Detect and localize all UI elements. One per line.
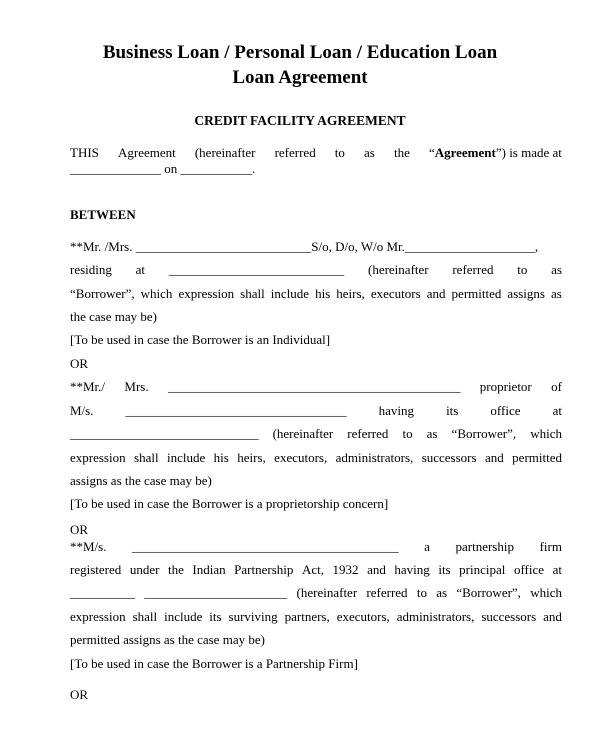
word: and [484,450,504,465]
word: “Borrower”, [456,585,521,600]
word: as [551,262,562,277]
word: his [315,286,331,301]
word: and [426,286,446,301]
or-separator: OR [70,522,89,537]
document-title: Business Loan / Personal Loan / Education Loan [102,42,498,63]
word: having [378,403,414,418]
individual-note: [To be used in case the Borrower is an Individual] [70,332,331,347]
word: “Borrower”, [70,286,135,301]
intro-word: as [364,145,375,160]
word: its [438,562,451,577]
word: “Borrower”, [451,426,517,441]
blank-field: __________________________________ [125,403,347,418]
blank-field: ______________________ [144,585,288,600]
word: principal [459,562,506,577]
word: proprietor [479,379,532,394]
word: shall [132,609,158,624]
word: successors [421,450,477,465]
intro-word: THIS [70,145,99,160]
word: office [490,403,521,418]
word: office [513,562,545,577]
word: to [517,262,528,277]
word: include [270,286,310,301]
proprietor-line-1 [70,379,562,395]
word: surviving [228,609,278,624]
word: as [426,426,438,441]
word: registered [70,562,122,577]
individual-line-3 [70,286,562,302]
word: **Mr./ [70,379,106,394]
word: residing [70,262,112,277]
partnership-line-5: permitted assigns as the case may be) [70,632,265,647]
proprietor-line-5: assigns as the case may be) [70,473,212,488]
intro-word: (hereinafter [194,145,256,160]
intro-word: Agreement [117,145,176,160]
word: as [551,286,562,301]
word: referred [347,426,389,441]
word: shall [134,450,159,465]
word: Mrs. [124,379,149,394]
word: (hereinafter [296,585,358,600]
word: permitted [451,286,502,301]
word: administrators, [335,450,414,465]
partnership-line-3 [70,585,562,601]
word: include [166,450,206,465]
word: under [129,562,160,577]
blank-field: __________ [70,585,135,600]
word: assigns [507,286,545,301]
partnership-line-2 [70,562,562,578]
agreement-word: Agreement [434,145,496,160]
word: referred [366,585,408,600]
blank-field: ___________________________ [168,262,345,277]
word: heirs, [237,450,266,465]
intro-word: the [393,145,410,160]
word: at [135,262,146,277]
word: which [530,426,562,441]
partnership-note: [To be used in case the Borrower is a Partnership Firm] [70,656,358,671]
partnership-line-1 [70,539,562,555]
word: (hereinafter [367,262,429,277]
intro-line-1 [70,145,562,161]
agreement-heading: CREDIT FACILITY AGREEMENT [194,113,406,128]
word: firm [539,539,562,554]
word: Act, [301,562,324,577]
word: successors [481,609,537,624]
word: 1932 [332,562,359,577]
word: expression [178,286,235,301]
proprietor-line-4 [70,450,562,466]
word: its [209,609,222,624]
individual-line-2 [70,262,562,278]
word: at [552,403,562,418]
word: its [446,403,459,418]
word: Indian [192,562,226,577]
word: expression [70,609,126,624]
intro-line-2: ______________ on ___________. [70,161,256,176]
intro-word: referred [274,145,316,160]
quote-open: “ [428,145,435,160]
word: to [402,426,413,441]
word: **M/s. [70,539,107,554]
word: his [213,450,229,465]
individual-line-4: the case may be) [70,309,157,324]
word: partnership [455,539,514,554]
word: as [436,585,448,600]
word: executors, [336,609,390,624]
word: M/s. [70,403,94,418]
word: referred [452,262,494,277]
word: the [167,562,184,577]
agreement-defined-term [429,145,562,161]
word: at [552,562,562,577]
or-separator: OR [70,356,89,371]
document-title-line2: Loan Agreement [232,67,368,88]
word: shall [240,286,265,301]
word: include [164,609,203,624]
individual-line-1: **Mr. /Mrs. ___________________________S/o, D/o, W/o Mr.____________________, [70,239,539,254]
word: a [424,539,430,554]
word: having [394,562,430,577]
blank-field: _________________________________________ [132,539,399,554]
between-label: BETWEEN [70,207,136,222]
word: which [530,585,562,600]
blank-field: _____________________________________________ [167,379,461,394]
word: heirs, [336,286,365,301]
word: which [140,286,173,301]
intro-word: to [334,145,345,160]
word: executors [370,286,421,301]
proprietor-line-2 [70,403,562,419]
proprietor-note: [To be used in case the Borrower is a proprietorship concern] [70,496,389,511]
blank-field: _____________________________ [70,426,259,441]
word: partners, [284,609,330,624]
word: Partnership [234,562,294,577]
word: administrators, [396,609,475,624]
word: to [416,585,427,600]
quote-close: ”) is made at [495,145,562,160]
word: and [367,562,386,577]
word: expression [70,450,126,465]
proprietor-line-3 [70,426,562,442]
word: executors, [274,450,328,465]
or-separator: OR [70,687,89,702]
word: (hereinafter [272,426,334,441]
word: and [543,609,562,624]
partnership-line-4 [70,609,562,625]
word: permitted [512,450,562,465]
word: of [551,379,562,394]
